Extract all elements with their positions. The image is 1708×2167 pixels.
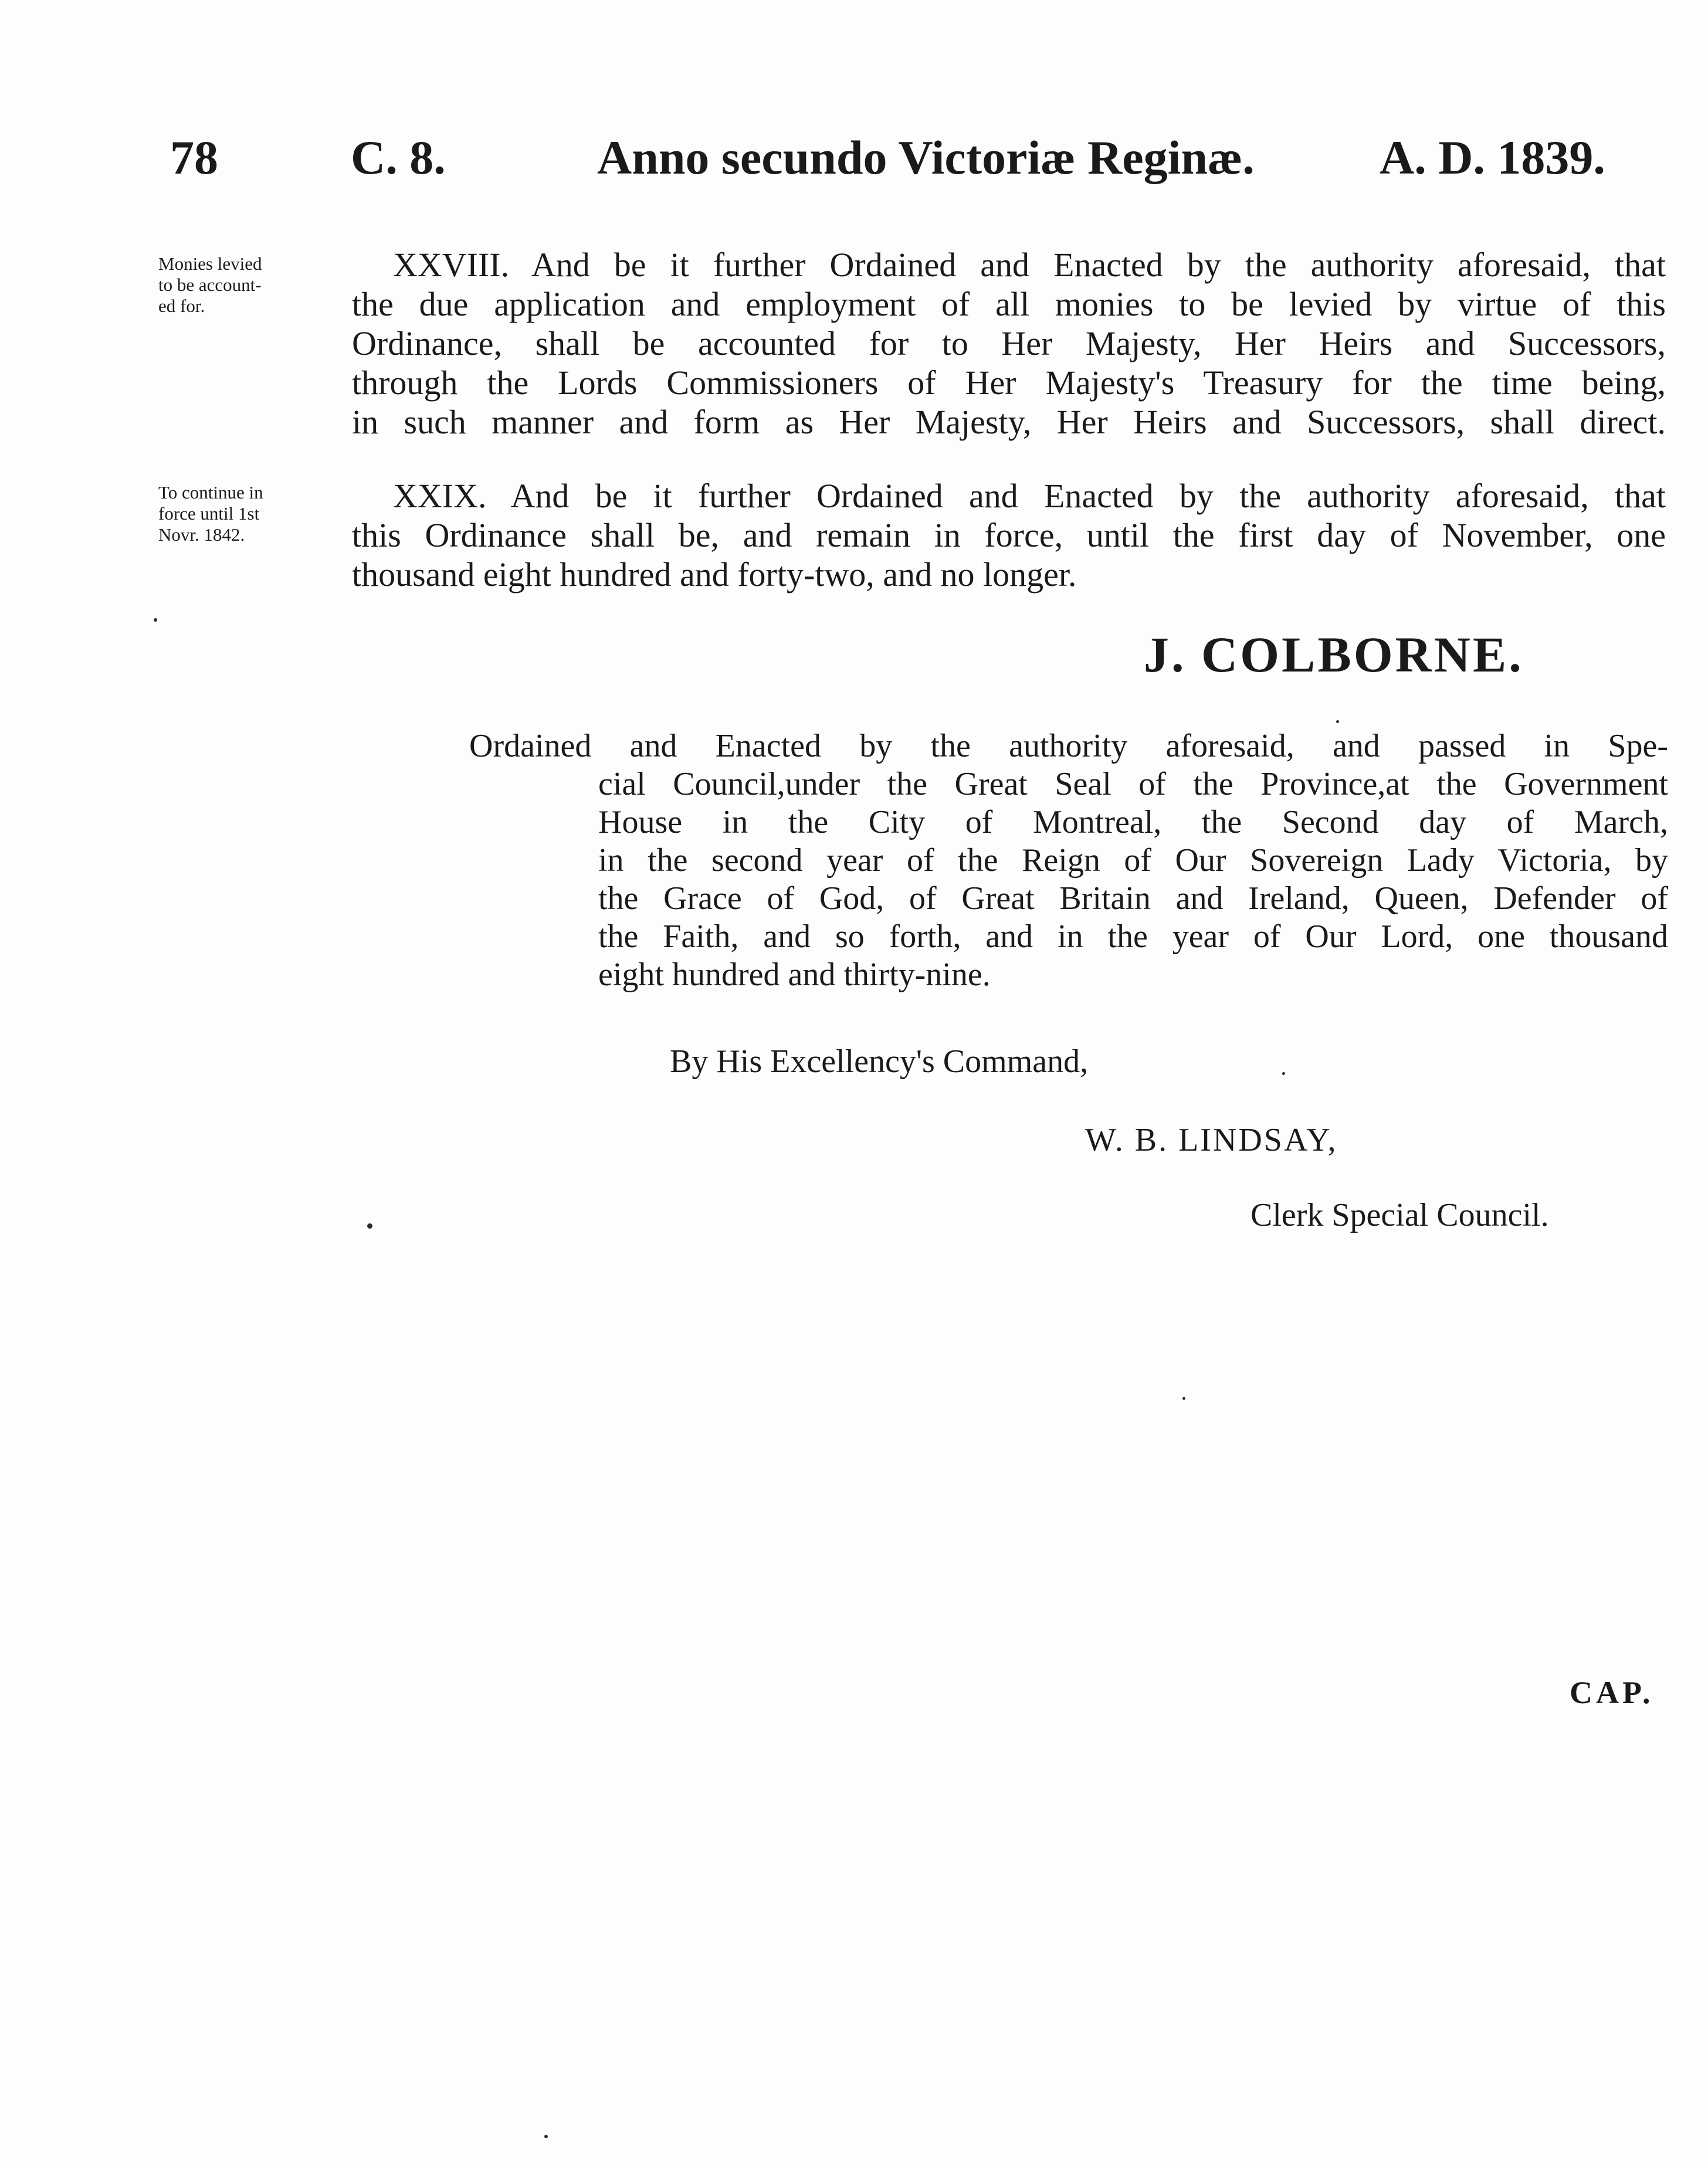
- margin-note-line: ed for.: [158, 296, 205, 316]
- section-line: Ordinance, shall be accounted for to Her Majesty, Her Heirs and Successors,: [352, 324, 1666, 362]
- section-line: through the Lords Commissioners of Her Majesty's Treasury for the time being,: [352, 364, 1666, 402]
- print-speck: [1182, 1397, 1185, 1400]
- margin-note-line: force until 1st: [158, 503, 260, 524]
- section-line: in such manner and form as Her Majesty, Her Heirs and Successors, shall direct.: [352, 403, 1666, 441]
- enactment-line: House in the City of Montreal, the Second day of March,: [598, 804, 1668, 840]
- margin-note-line: to be account-: [158, 274, 262, 295]
- command-line: By His Excellency's Command,: [670, 1043, 1089, 1080]
- section-line: the due application and employment of all monies to be levied by virtue of this: [352, 285, 1666, 323]
- clerk-name: W. B. LINDSAY,: [1085, 1122, 1338, 1158]
- page-number: 78: [170, 131, 218, 184]
- catchword: CAP.: [1570, 1675, 1654, 1710]
- chapter-number: C. 8.: [351, 131, 446, 184]
- enactment-line: eight hundred and thirty-nine.: [598, 957, 991, 993]
- print-speck: [1282, 1072, 1285, 1075]
- print-speck: [544, 2135, 548, 2138]
- enactment-line: cial Council,under the Great Seal of the Province,at the Government: [598, 766, 1668, 802]
- margin-note-line: Novr. 1842.: [158, 524, 245, 545]
- enactment-line: in the second year of the Reign of Our Sovereign Lady Victoria, by: [598, 842, 1668, 879]
- print-speck: [154, 618, 157, 622]
- running-title: Anno secundo Victoriæ Reginæ.: [597, 131, 1255, 184]
- margin-note-continuance: [158, 482, 334, 545]
- section-xxix: [352, 476, 1666, 594]
- enactment-line: the Faith, and so forth, and in the year of Our Lord, one thousand: [598, 918, 1668, 955]
- governor-signature: J. COLBORNE.: [1144, 626, 1524, 683]
- print-speck: [367, 1223, 372, 1229]
- enactment-line: the Grace of God, of Great Britain and Ireland, Queen, Defender of: [598, 880, 1668, 917]
- section-xxviii: [352, 245, 1666, 442]
- margin-note-line: To continue in: [158, 482, 263, 503]
- section-line: this Ordinance shall be, and remain in force, until the first day of November, one: [352, 516, 1666, 554]
- clerk-title: Clerk Special Council.: [1250, 1197, 1549, 1233]
- section-line: thousand eight hundred and forty-two, and no longer.: [352, 555, 1077, 594]
- section-line: XXIX. And be it further Ordained and Enacted by the authority aforesaid, that: [393, 477, 1666, 515]
- section-line: XXVIII. And be it further Ordained and Enacted by the authority aforesaid, that: [393, 246, 1666, 284]
- enactment-line: Ordained and Enacted by the authority aforesaid, and passed in Spe-: [469, 728, 1668, 764]
- print-speck: [1336, 720, 1339, 723]
- margin-note-line: Monies levied: [158, 253, 262, 274]
- margin-note-monies: [158, 253, 334, 317]
- enactment-clause: [469, 727, 1668, 994]
- year-heading: A. D. 1839.: [1380, 131, 1605, 184]
